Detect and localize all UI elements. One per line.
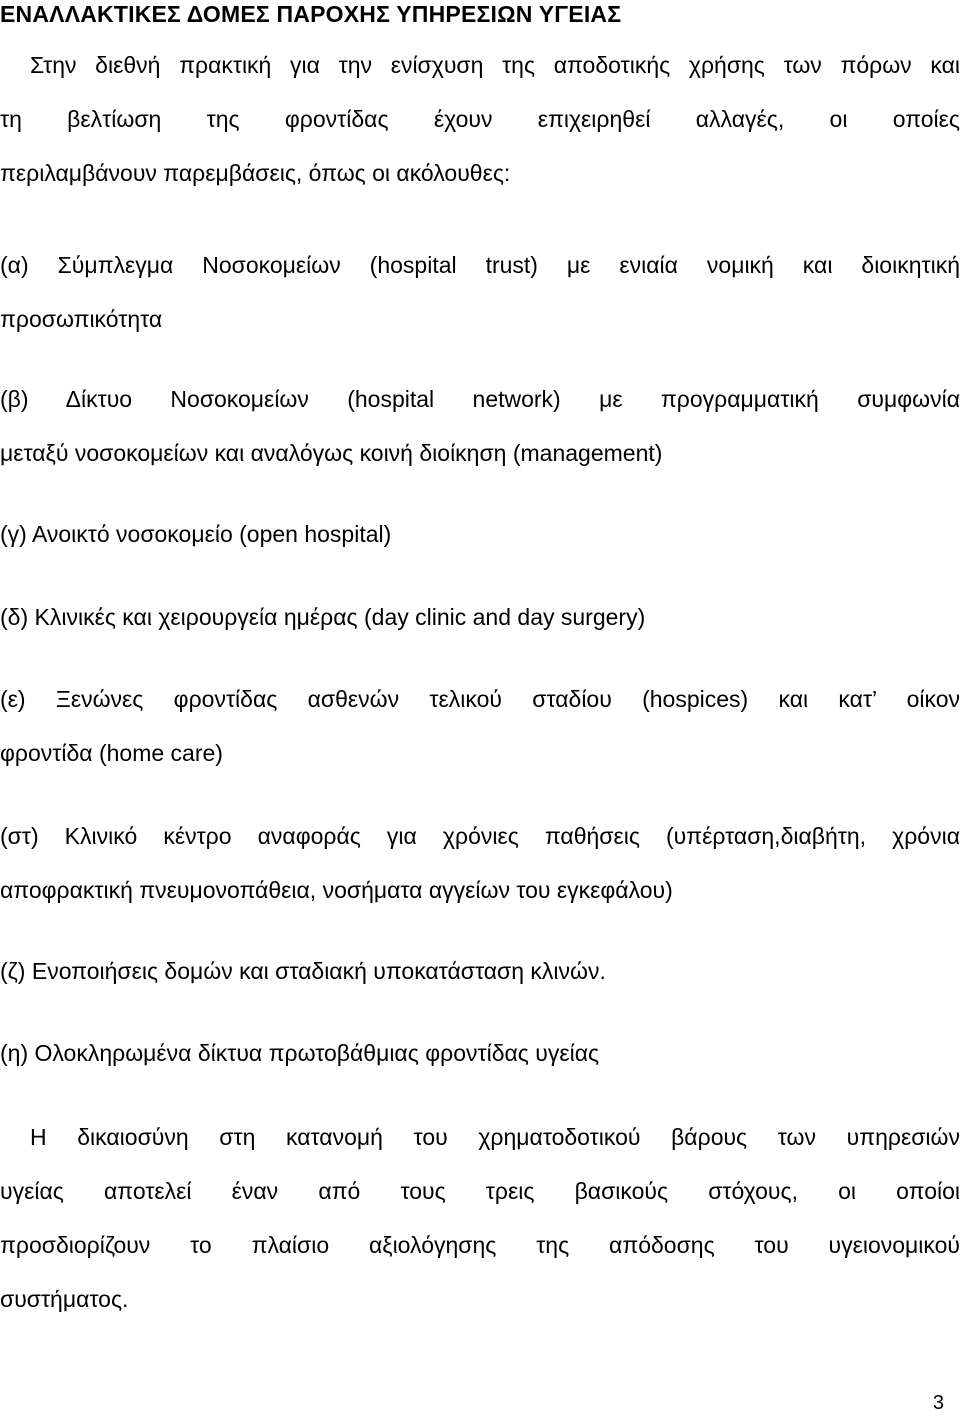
item-eta [0,1026,960,1080]
intro-line-3: περιλαμβάνουν παρεμβάσεις, όπως οι ακόλουθες: [0,160,511,186]
item-beta-line-2: μεταξύ νοσοκομείων και αναλόγως κοινή διοίκηση (management) [0,440,663,466]
closing-line-2: υγείας αποτελεί έναν από τους τρεις βασικούς στόχους, οι οποίοι [0,1178,960,1204]
item-delta [0,590,960,644]
item-st [0,809,960,917]
closing-line-4: συστήματος. [0,1286,129,1312]
item-gamma-line-1: (γ) Ανοικτό νοσοκομείο (open hospital) [0,521,392,547]
item-beta [0,372,960,480]
item-epsilon-line-1: (ε) Ξενώνες φροντίδας ασθενών τελικού σταδίου (hospices) και κατ’ οίκον [0,686,960,712]
item-gamma [0,507,960,561]
item-eta-line-1: (η) Ολοκληρωμένα δίκτυα πρωτοβάθμιας φροντίδας υγείας [0,1040,600,1066]
intro-line-1: Στην διεθνή πρακτική για την ενίσχυση της αποδοτικής χρήσης των πόρων και [30,52,960,78]
item-beta-line-1: (β) Δίκτυο Νοσοκομείων (hospital network) με προγραμματική συμφωνία [0,386,960,412]
item-epsilon [0,672,960,780]
item-delta-line-1: (δ) Κλινικές και χειρουργεία ημέρας (day clinic and day surgery) [0,604,646,630]
page-number: 3 [932,1392,944,1414]
item-zeta-line-1: (ζ) Ενοποιήσεις δομών και σταδιακή υποκατάσταση κλινών. [0,958,606,984]
intro-line-2: τη βελτίωση της φροντίδας έχουν επιχειρηθεί αλλαγές, οι οποίες [0,106,960,132]
item-alpha-line-1: (α) Σύμπλεγμα Νοσοκομείων (hospital trust) με ενιαία νομική και διοικητική [0,252,960,278]
item-alpha-line-2: προσωπικότητα [0,306,163,332]
item-epsilon-line-2: φροντίδα (home care) [0,740,223,766]
item-st-line-2: αποφρακτική πνευμονοπάθεια, νοσήματα αγγείων του εγκεφάλου) [0,877,673,903]
item-alpha [0,238,960,346]
closing-paragraph [0,1110,960,1326]
closing-line-1: Η δικαιοσύνη στη κατανομή του χρηματοδοτικού βάρους των υπηρεσιών [30,1124,960,1150]
closing-line-3: προσδιορίζουν το πλαίσιο αξιολόγησης της απόδοσης του υγειονομικού [0,1232,960,1258]
item-zeta [0,944,960,998]
document-title: ΕΝΑΛΛΑΚΤΙΚΕΣ ΔΟΜΕΣ ΠΑΡΟΧΗΣ ΥΠΗΡΕΣΙΩΝ ΥΓΕΙΑΣ [0,1,622,27]
item-st-line-1: (στ) Κλινικό κέντρο αναφοράς για χρόνιες παθήσεις (υπέρταση,διαβήτη, χρόνια [0,823,960,849]
intro-paragraph [0,38,960,200]
